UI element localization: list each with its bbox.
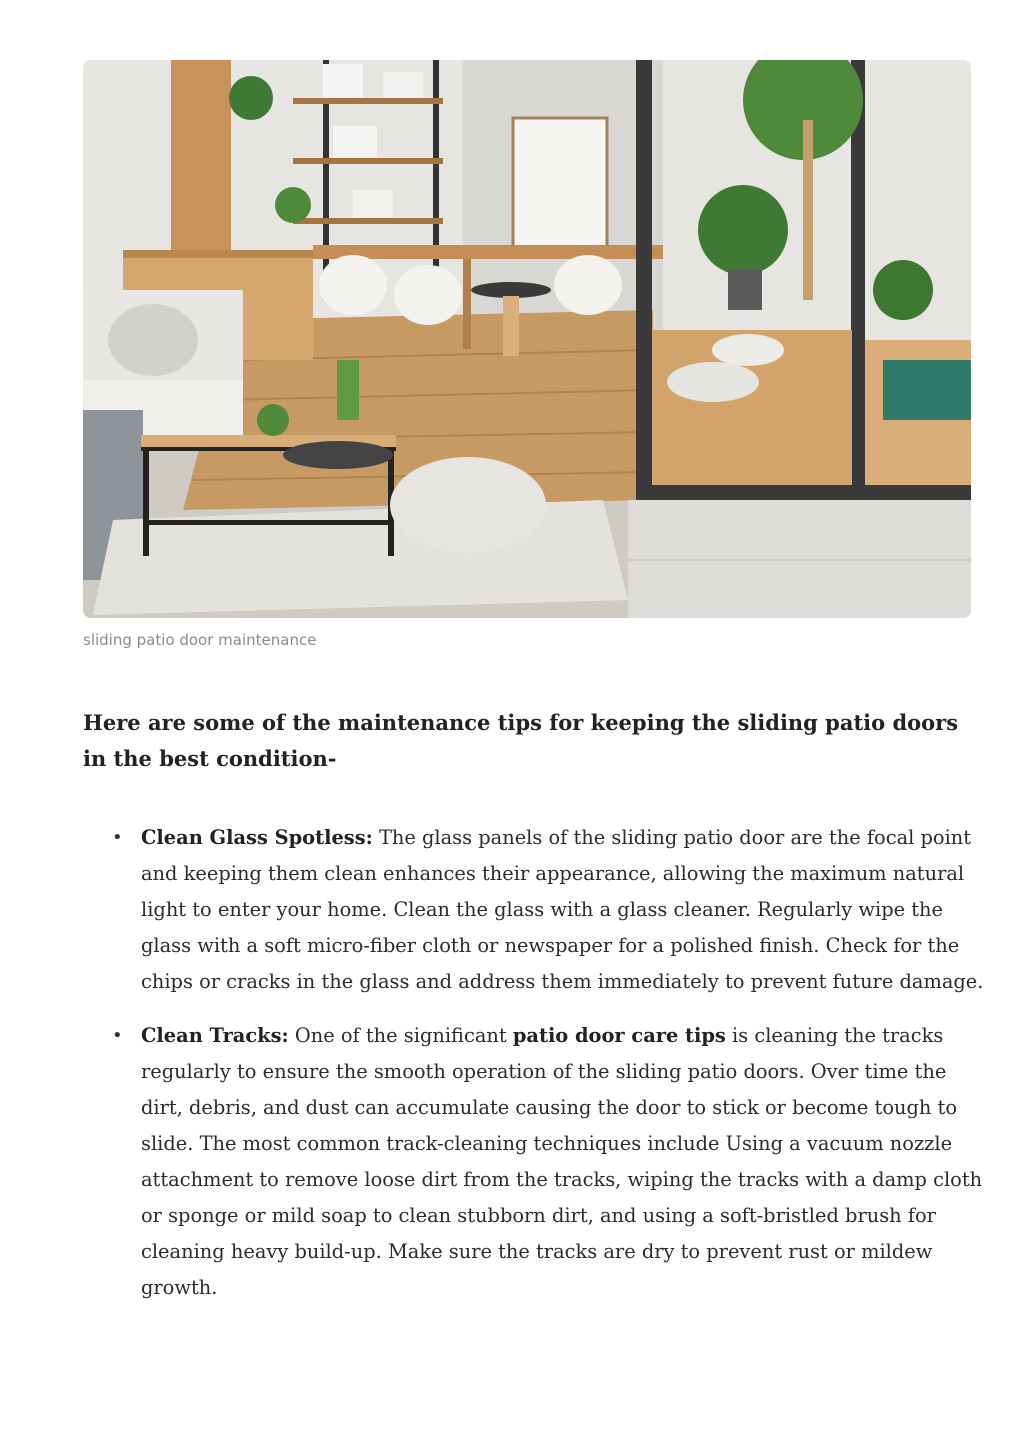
living-room-illustration	[83, 60, 971, 618]
tip-body: The glass panels of the sliding patio door are the focal point and keeping them clean enhances their appearance, allowing the maximum natural light to enter your home. Clean the glass with a glass cleaner. Regularly wipe the glass with a soft micro-fiber cloth or newspaper for a polished finish. Check for the chips or cracks in the glass and address them immediately to prevent future damage.	[141, 826, 984, 993]
list-item	[112, 820, 987, 1000]
image-caption: sliding patio door maintenance	[83, 631, 317, 649]
tip-text	[141, 820, 987, 1000]
hero-image	[83, 60, 971, 618]
tip-title: Clean Tracks:	[141, 1024, 289, 1047]
list-item	[112, 1018, 987, 1306]
tip-title: Clean Glass Spotless:	[141, 826, 373, 849]
highlight-phrase: patio door care tips	[512, 1024, 726, 1047]
section-heading: Here are some of the maintenance tips for keeping the sliding patio doors in the best condition-	[83, 710, 959, 771]
tips-list	[112, 820, 987, 1324]
tip-body-start: One of the significant	[288, 1024, 513, 1047]
bullet-icon: •	[112, 827, 123, 848]
tip-text	[141, 1018, 987, 1306]
bullet-icon: •	[112, 1025, 123, 1046]
tip-body-end: is cleaning the tracks regularly to ensure the smooth operation of the sliding patio doors. Over time the dirt, debris, and dust can accumulate causing the door to stick or become tough to slide. The most common track-cleaning techniques include Using a vacuum nozzle attachment to remove loose dirt from the tracks, wiping the tracks with a damp cloth or sponge or mild soap to clean stubborn dirt, and using a soft-bristled brush for cleaning heavy build-up. Make sure the tracks are dry to prevent rust or mildew growth.	[141, 1024, 983, 1299]
